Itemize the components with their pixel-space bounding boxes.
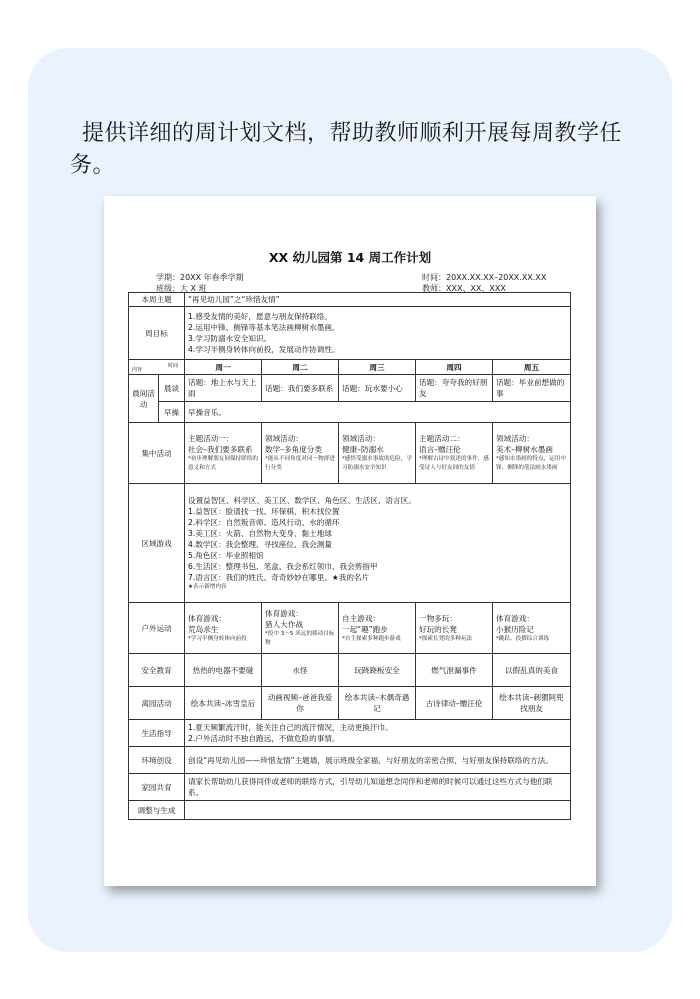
talk-tuesday: 话题：我们要多联系 xyxy=(262,375,339,402)
outdoor-monday xyxy=(185,603,262,654)
outdoor-note: *跳跃、投掷综合训练 xyxy=(496,635,550,642)
outdoor-name: 猎人大作战 xyxy=(265,620,303,629)
group-note: *感悟受溺水事故的危险，学习防溺水安全知识 xyxy=(342,456,412,471)
outdoor-thursday xyxy=(416,603,493,654)
safety-tuesday: 水怪 xyxy=(262,654,339,687)
goal-item: 1.感受友情的美好，愿意与朋友保持联络。 xyxy=(188,312,332,321)
outdoor-note: *探索长凳的多种玩法 xyxy=(419,635,473,642)
group-title: 领域活动： xyxy=(496,434,534,443)
group-wednesday xyxy=(339,423,416,484)
outdoor-friday xyxy=(493,603,571,654)
area-item: 3.美工区：火箭、自然物大变身、黏土地球 xyxy=(188,528,332,538)
adjust-label: 调整与生成 xyxy=(129,801,185,820)
headline: 提供详细的周计划文档，帮助教师顺利开展每周教学任务。 xyxy=(70,121,623,178)
semester-text: 学期：20XX 年春季学期 xyxy=(156,273,244,282)
group-name: 健康–防溺水 xyxy=(342,445,384,454)
area-item: 设置益智区、科学区、美工区、数学区、角色区、生活区、语言区。 xyxy=(188,495,416,505)
outdoor-name: 荒岛求生 xyxy=(188,624,219,634)
outdoor-title: 体育游戏： xyxy=(496,613,534,623)
leave-thursday: 古诗律动–赠汪伦 xyxy=(416,687,493,720)
area-note: ★表示新增内容 xyxy=(188,583,227,590)
outdoor-name: 好玩的长凳 xyxy=(419,624,457,634)
talk-thursday: 话题：夸夸我的好朋友 xyxy=(416,375,493,402)
outdoor-name: 小猴历险记 xyxy=(496,624,534,634)
group-name: 语言–赠汪伦 xyxy=(419,445,461,454)
group-monday xyxy=(185,423,262,484)
leave-monday: 绘本共读–冰雪皇后 xyxy=(185,687,262,720)
life-label: 生活指导 xyxy=(129,720,185,747)
home-label: 家园共育 xyxy=(129,774,185,801)
area-list xyxy=(185,484,571,603)
group-title: 主题活动一： xyxy=(188,434,234,443)
group-thursday xyxy=(416,423,493,484)
theme-value: “再见幼儿园”之“珍惜友情” xyxy=(185,293,571,307)
group-name: 社会–我们要多联系 xyxy=(188,445,253,454)
area-label: 区域游戏 xyxy=(129,484,185,603)
teachers-text: 教师：XXX、XX、XXX xyxy=(422,284,506,293)
leave-label: 离园活动 xyxy=(129,687,185,720)
outdoor-row xyxy=(129,603,571,654)
week-plan-table xyxy=(128,292,571,820)
group-title: 领域活动： xyxy=(265,434,303,443)
outdoor-note: *自主探索多种跑步游戏 xyxy=(342,635,401,642)
document-title: XX 幼儿园第 14 周工作计划 xyxy=(268,250,432,265)
talk-wednesday: 话题：玩水要小心 xyxy=(339,375,416,402)
group-name: 美术–柳树水墨画 xyxy=(496,445,553,454)
talk-monday: 话题：地上水与天上雨 xyxy=(185,375,262,402)
life-item: 1.夏天频繁流汗时，能关注自己的流汗情况，主动更换汗巾。 xyxy=(188,723,393,732)
group-label: 集中活动 xyxy=(129,423,185,484)
outdoor-title: 一物多玩： xyxy=(419,613,457,623)
group-note: *感知水墨画的特点，运用中锋、侧锋的笔法画水墨画 xyxy=(496,456,566,471)
document-page xyxy=(104,196,596,886)
leave-wednesday: 绘本共读–木偶奇遇记 xyxy=(339,687,416,720)
area-item: 2.科学区：自然叛音师、造风行动、水的循环 xyxy=(188,517,340,527)
leave-friday: 绘本共读–刺猬阿兜找朋友 xyxy=(493,687,571,720)
group-note: *理解古诗中叙述的事件，感受诗人与好友间的友情 xyxy=(419,456,489,471)
area-item: 4.数学区：我会整理、寻找座位、我会测量 xyxy=(188,539,332,549)
group-friday xyxy=(493,423,571,484)
life-item: 2.户外活动时不独自跑远，不做危险的事情。 xyxy=(188,734,340,743)
safety-friday: 以假乱真的美食 xyxy=(493,654,571,687)
day-header-row xyxy=(129,360,571,375)
area-item: 6.生活区：整理书包、笔盒、我会系红领巾、我会剪指甲 xyxy=(188,561,378,571)
env-row xyxy=(129,747,571,774)
group-activity-row xyxy=(129,423,571,484)
outdoor-name: 一起“趣”跑步 xyxy=(342,624,388,634)
day-friday: 周五 xyxy=(493,360,571,375)
outdoor-wednesday xyxy=(339,603,416,654)
safety-monday: 热热的电器不要碰 xyxy=(185,654,262,687)
goal-item: 3.学习防溺水安全知识。 xyxy=(188,334,272,343)
group-title: 领域活动： xyxy=(342,434,380,443)
theme-row xyxy=(129,293,571,307)
leave-tuesday: 动画视频–爸爸我爱你 xyxy=(262,687,339,720)
goal-list xyxy=(185,307,571,360)
goal-item: 4.学习半侧身转体向前投，发展动作协调性。 xyxy=(188,345,340,354)
adjust-value xyxy=(185,801,571,820)
area-item: 7.语言区：我们的姓氏、奇奇妙妙在哪里、★我的名片 xyxy=(188,572,370,582)
corner-content: 内容 xyxy=(132,367,143,373)
group-note: *能从不同角度对同一物群进行分类 xyxy=(265,456,335,471)
life-list xyxy=(185,720,571,747)
outdoor-note: *投中 3～5 米远的移动目标物 xyxy=(265,631,335,646)
area-game-row xyxy=(129,484,571,603)
exercise-label: 早操 xyxy=(159,402,185,423)
life-row xyxy=(129,720,571,747)
theme-label: 本周主题 xyxy=(129,293,185,307)
home-row xyxy=(129,774,571,801)
goal-row xyxy=(129,307,571,360)
outdoor-title: 体育游戏： xyxy=(265,609,303,618)
outdoor-tuesday xyxy=(262,603,339,654)
day-wednesday: 周三 xyxy=(339,360,416,375)
day-tuesday: 周二 xyxy=(262,360,339,375)
corner-cell xyxy=(129,360,185,375)
time-text: 时间：20XX.XX.XX–20XX.XX.XX xyxy=(422,273,547,282)
day-monday: 周一 xyxy=(185,360,262,375)
outdoor-label: 户外运动 xyxy=(129,603,185,654)
adjust-row xyxy=(129,801,571,820)
env-value: 创设“再见幼儿园——珍惜友情”主题墙，展示班级全家福、与好朋友的亲密合照、与好朋友保持联络的方法。 xyxy=(185,747,571,774)
area-item: 1.益智区：脸谱找一找、环保棋、积木找位置 xyxy=(188,506,340,516)
day-thursday: 周四 xyxy=(416,360,493,375)
talk-label: 晨谈 xyxy=(159,375,185,402)
talk-row xyxy=(129,375,571,402)
outdoor-title: 体育游戏： xyxy=(188,613,226,623)
leave-row xyxy=(129,687,571,720)
morning-label: 晨间活动 xyxy=(129,375,159,423)
outdoor-note: *学习半侧身转体向前投 xyxy=(188,635,247,642)
group-note: *初步理解朋友间保持联络的意义和方式 xyxy=(188,456,258,471)
outdoor-title: 自主游戏： xyxy=(342,613,380,623)
group-name: 数学–多角度分类 xyxy=(265,445,322,454)
corner-time: 时间 xyxy=(167,363,178,369)
safety-label: 安全教育 xyxy=(129,654,185,687)
area-item: 5.角色区：毕业照相馆 xyxy=(188,550,264,560)
goal-item: 2.运用中锋、侧锋等基本笔法画柳树水墨画。 xyxy=(188,323,340,332)
safety-row xyxy=(129,654,571,687)
class-text: 班级：大 X 班 xyxy=(156,284,207,293)
exercise-row xyxy=(129,402,571,423)
group-tuesday xyxy=(262,423,339,484)
goal-label: 周目标 xyxy=(129,307,185,360)
env-label: 环境创设 xyxy=(129,747,185,774)
safety-thursday: 燃气泄漏事件 xyxy=(416,654,493,687)
group-title: 主题活动二： xyxy=(419,434,465,443)
safety-wednesday: 玩跷跷板安全 xyxy=(339,654,416,687)
home-value: 请家长帮助幼儿获得同伴或老师的联络方式，引导幼儿知道想念同伴和老师的时候可以通过这些方式与他们联系。 xyxy=(185,774,571,801)
talk-friday: 话题：毕业前想做的事 xyxy=(493,375,571,402)
exercise-value: 早操音乐。 xyxy=(185,402,571,423)
